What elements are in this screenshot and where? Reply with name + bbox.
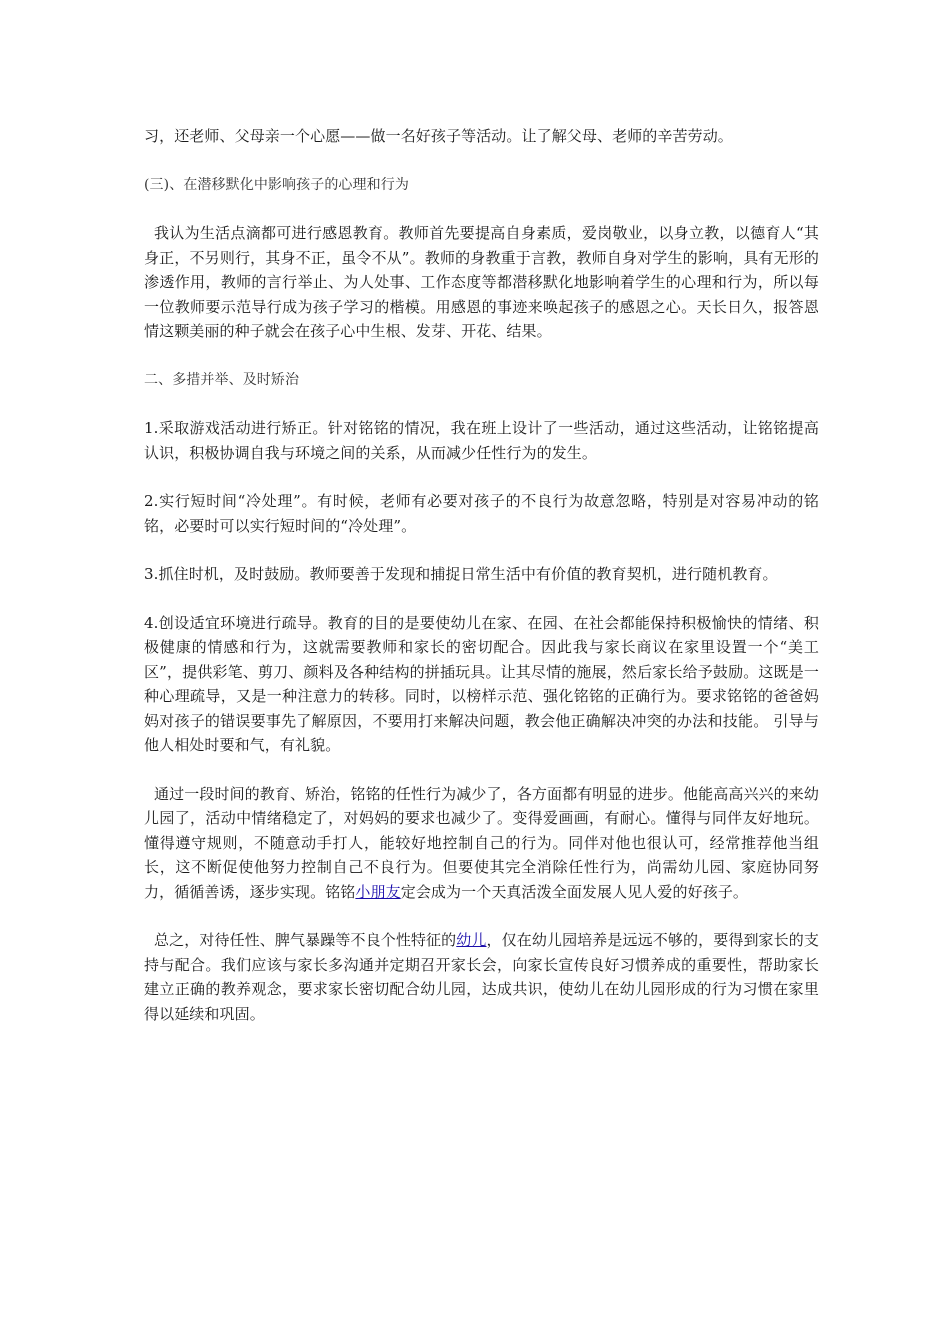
section-heading-2: 二、多措并举、及时矫治 xyxy=(144,371,300,388)
link-xiaopengyou[interactable]: 小朋友 xyxy=(355,882,401,901)
paragraph-conclusion xyxy=(144,928,819,1026)
link-youer[interactable]: 幼儿 xyxy=(456,931,487,949)
list-item-2: 2.实行短时间“冷处理”。有时候，老师有必要对孩子的不良行为故意忽略，特别是对容易冲动的铭铭，必要时可以实行短时间的“冷处理”。 xyxy=(144,492,819,535)
paragraph-progress-text: 通过一段时间的教育、矫治，铭铭的任性行为减少了，各方面都有明显的进步。他能高高兴兴的来幼儿园了，活动中情绪稳定了，对妈妈的要求也减少了。变得爱画画，有耐心。懂得与同伴友好地玩。懂得遵守规则，不随意动手打人，能较好地控制自己的行为。同伴对他也很认可，经常推荐他当组长，这不断促使他努力控制自己不良行为。但要使其完全消除任性行为，尚需幼儿园、家庭协同努力，循循善诱，逐步实现。铭铭 xyxy=(144,784,819,901)
list-item-4: 4.创设适宜环境进行疏导。教育的目的是要使幼儿在家、在园、在社会都能保持积极愉快的情绪、积极健康的情感和行为，这就需要教师和家长的密切配合。因此我与家长商议在家里设置一个“美工区”，提供彩笔、剪刀、颜料及各种结构的拼插玩具。让其尽情的施展，然后家长给予鼓励。这既是一种心理疏导，又是一种注意力的转移。同时，以榜样示范、强化铭铭的正确行为。要求铭铭的爸爸妈妈对孩子的错误要事先了解原因，不要用打来解决问题，教会他正确解决冲突的办法和技能。 引导与他人相处时要和气，有礼貌。 xyxy=(144,613,819,754)
list-item-1: 1.采取游戏活动进行矫正。针对铭铭的情况，我在班上设计了一些活动，通过这些活动，让铭铭提高认识，积极协调自我与环境之间的关系，从而减少任性行为的发生。 xyxy=(144,419,819,462)
paragraph-conclusion-text: 总之，对待任性、脾气暴躁等不良个性特征的 xyxy=(154,931,457,949)
paragraph-continued: 习，还老师、父母亲一个心愿——做一名好孩子等活动。让了解父母、老师的辛苦劳动。 xyxy=(144,127,733,145)
list-item-3: 3.抓住时机，及时鼓励。教师要善于发现和捕捉日常生活中有价值的教育契机，进行随机教育。 xyxy=(144,565,778,583)
section-heading-3: (三)、在潜移默化中影响孩子的心理和行为 xyxy=(144,176,409,193)
document-body xyxy=(144,124,819,1050)
paragraph-gratitude-education: 我认为生活点滴都可进行感恩教育。教师首先要提高自身素质，爱岗敬业，以身立教，以德育人“其身正，不另则行，其身不正，虽令不从”。教师的身教重于言教，教师自身对学生的影响，具有无形的渗透作用，教师的言行举止、为人处事、工作态度等都潜移默化地影响着学生的心理和行为，所以每一位教师要示范导行成为孩子学习的楷模。用感恩的事迹来唤起孩子的感恩之心。天长日久，报答恩情这颗美丽的种子就会在孩子心中生根、发芽、开花、结果。 xyxy=(144,224,819,340)
paragraph-progress xyxy=(144,782,819,905)
paragraph-progress-text-end: 定会成为一个天真活泼全面发展人见人爱的好孩子。 xyxy=(400,882,749,901)
paragraph-conclusion-text-end: ，仅在幼儿园培养是远远不够的，要得到家长的支持与配合。我们应该与家长多沟通并定期召开家长会，向家长宣传良好习惯养成的重要性，帮助家长建立正确的教养观念，要求家长密切配合幼儿园，达成共识，使幼儿在幼儿园形成的行为习惯在家里得以延续和巩固。 xyxy=(144,931,820,1023)
